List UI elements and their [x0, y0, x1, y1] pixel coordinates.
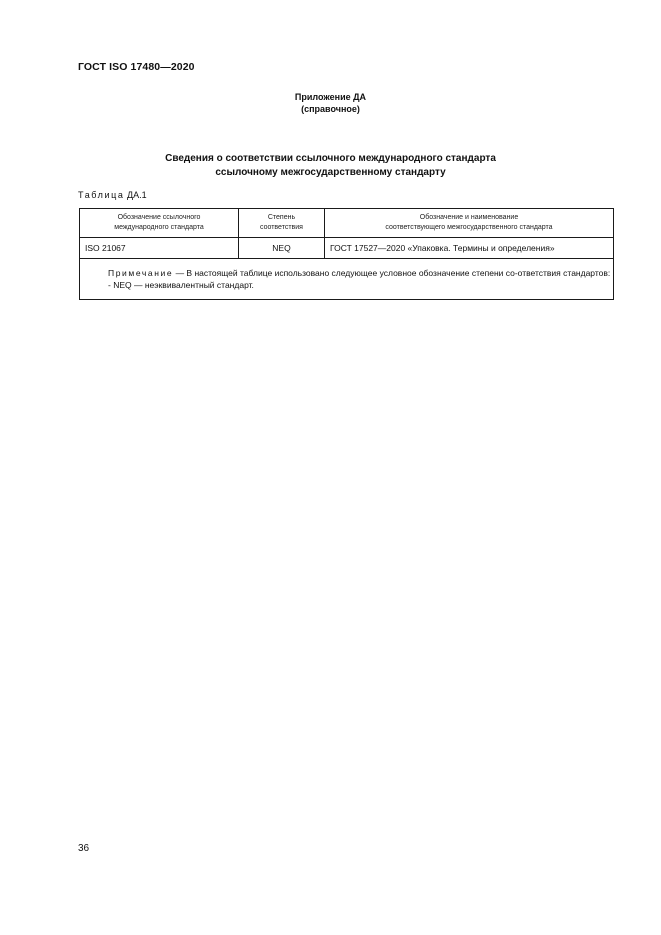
cell-reference: ISO 21067: [80, 238, 239, 259]
table-note: [80, 259, 614, 300]
column-header-standard: Обозначение и наименование соответствующего межгосударственного стандарта: [325, 209, 614, 238]
correspondence-table: [79, 208, 614, 300]
note-item: - NEQ — неэквивалентный стандарт.: [108, 280, 254, 290]
table-header-row: [80, 209, 614, 238]
table-caption-number: ДА.1: [127, 190, 147, 200]
annex-title: Приложение ДА: [294, 92, 367, 102]
column-header-degree: Степень соответствия: [239, 209, 325, 238]
page-number: 36: [78, 843, 90, 854]
annex-heading-line2: ссылочному межгосударственному стандарту: [215, 166, 446, 178]
annex-subtitle: (справочное): [301, 104, 360, 114]
note-text: — В настоящей таблице использовано следующее условное обозначение степени со-ответствия стандартов:: [173, 268, 611, 278]
cell-degree: NEQ: [239, 238, 325, 259]
annex-heading-line1: Сведения о соответствии ссылочного международного стандарта: [165, 153, 496, 164]
table-row: [80, 238, 614, 259]
annex-heading: [0, 152, 661, 179]
document-id: ГОСТ ISO 17480—2020: [78, 61, 195, 73]
table-note-row: [80, 259, 614, 300]
annex-header: [0, 91, 661, 115]
note-label: Примечание: [108, 268, 174, 278]
table-caption-label: Таблица: [78, 190, 125, 200]
table-caption: [78, 190, 147, 200]
column-header-reference: Обозначение ссылочного международного стандарта: [80, 209, 239, 238]
cell-standard: ГОСТ 17527—2020 «Упаковка. Термины и определения»: [325, 238, 614, 259]
